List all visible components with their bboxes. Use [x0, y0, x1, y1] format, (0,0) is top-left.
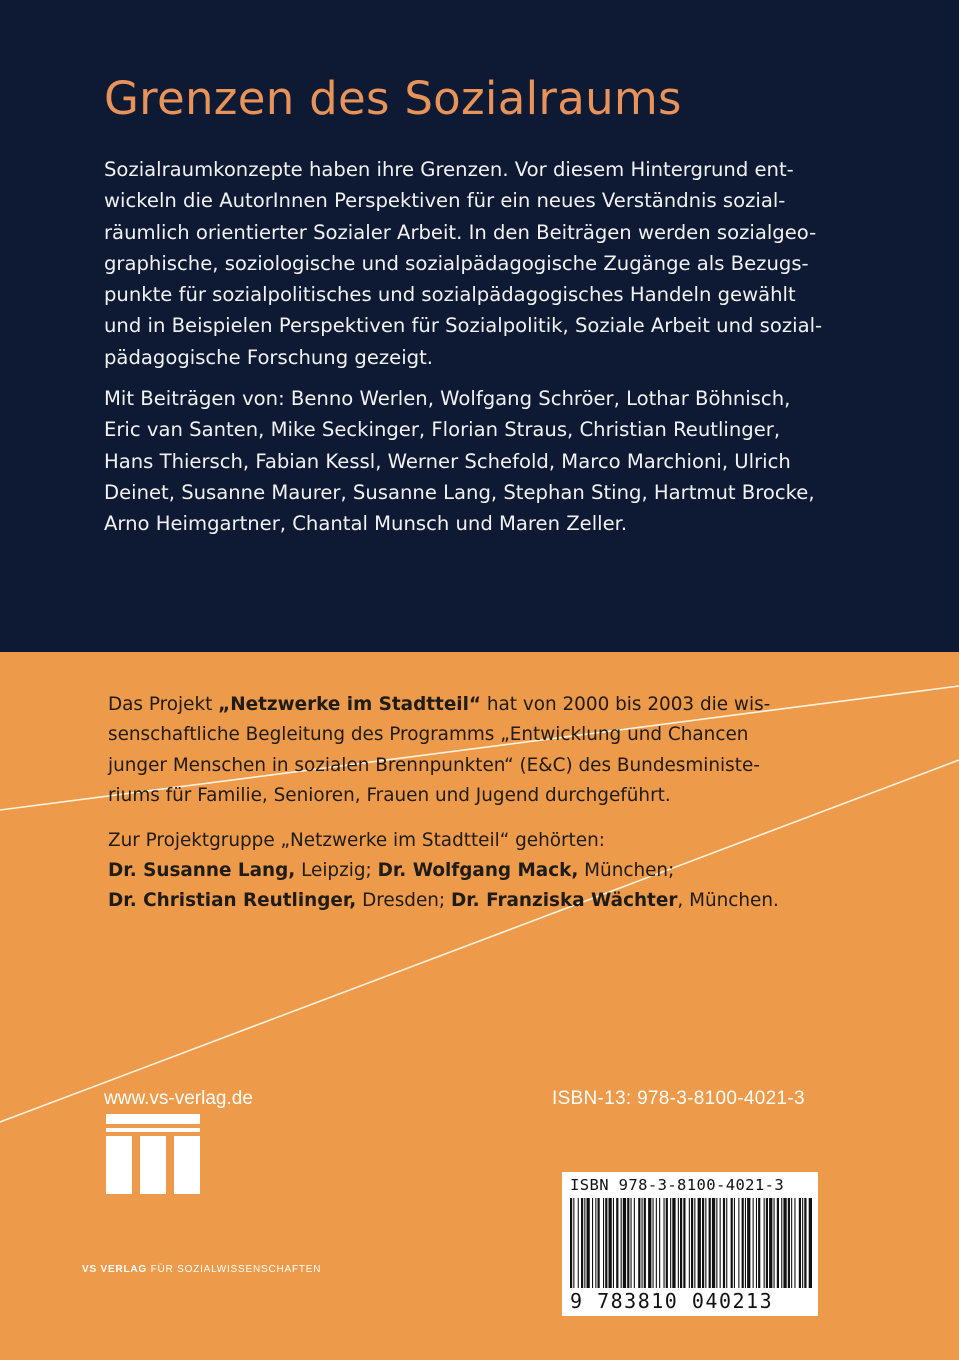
book-title: Grenzen des Sozialraums — [104, 72, 682, 125]
barcode-bar — [664, 1198, 665, 1288]
project-members — [108, 826, 928, 917]
vs-verlag-logo-icon — [106, 1114, 200, 1194]
description-line: pädagogische Forschung gezeigt. — [104, 345, 434, 369]
barcode-bar — [742, 1198, 744, 1288]
project-line: riums für Familie, Senioren, Frauen und Jugend durchgeführt. — [108, 785, 671, 807]
contributors-line: Arno Heimgartner, Chantal Munsch und Maren Zeller. — [104, 512, 628, 536]
project-line — [108, 690, 928, 720]
barcode-bar — [726, 1198, 727, 1288]
barcode-bar — [766, 1198, 768, 1288]
barcode-bar — [605, 1198, 607, 1288]
logo-bar — [140, 1136, 166, 1194]
barcode-bar — [598, 1198, 600, 1288]
project-text: hat von 2000 bis 2003 die wis- — [481, 694, 771, 715]
member-name: Dr. Christian Reutlinger, — [108, 890, 357, 912]
barcode-bar — [791, 1198, 792, 1288]
barcode-bar — [623, 1198, 626, 1288]
barcode-bar — [802, 1198, 803, 1288]
contributors-block — [104, 383, 934, 539]
members-line — [108, 886, 928, 916]
barcode-bar — [804, 1198, 806, 1288]
barcode-bar — [783, 1198, 786, 1288]
barcode-bar — [634, 1198, 635, 1288]
barcode-isbn-text: ISBN 978-3-8100-4021-3 — [570, 1176, 785, 1194]
project-line: senschaftliche Begleitung des Programms „Entwicklung und Chancen — [108, 724, 749, 746]
barcode-bar — [734, 1198, 735, 1288]
member-name: Dr. Susanne Lang, — [108, 860, 296, 882]
barcode-bar — [769, 1198, 772, 1288]
barcode-bar — [613, 1198, 614, 1288]
barcode-bar — [799, 1198, 801, 1288]
barcode-bar — [698, 1198, 701, 1288]
barcode-bar — [788, 1198, 790, 1288]
logo-bar — [106, 1128, 200, 1132]
description-line: punkte für sozialpolitisches und sozialpädagogisches Handeln gewählt — [104, 283, 796, 307]
member-city: , München. — [677, 890, 779, 912]
barcode-bar — [656, 1198, 657, 1288]
barcode-bar — [689, 1198, 690, 1288]
barcode-bar — [672, 1198, 675, 1288]
barcode-bar — [570, 1198, 572, 1288]
project-name: „Netzwerke im Stadtteil“ — [218, 694, 481, 715]
publisher-name — [82, 1264, 321, 1275]
member-name: Dr. Franziska Wächter — [450, 890, 678, 912]
barcode-bar — [603, 1198, 604, 1288]
barcode-bar — [712, 1198, 715, 1288]
barcode-bar — [781, 1198, 782, 1288]
barcode-bar — [659, 1198, 660, 1288]
barcode-bar — [794, 1198, 795, 1288]
barcode-bar — [670, 1198, 671, 1288]
contributors-line: Hans Thiersch, Fabian Kessl, Werner Schefold, Marco Marchioni, Ulrich — [104, 449, 791, 473]
barcode-bar — [642, 1198, 643, 1288]
barcode-bar — [644, 1198, 646, 1288]
member-city: Dresden; — [356, 890, 451, 912]
barcode-bar — [587, 1198, 590, 1288]
project-text: Das Projekt — [108, 694, 219, 715]
barcode-bar — [595, 1198, 596, 1288]
barcode-bar — [573, 1198, 574, 1288]
barcode-digits: 9 783810 040213 — [570, 1289, 774, 1313]
contributors-line: Deinet, Susanne Maurer, Susanne Lang, Stephan Sting, Hartmut Brocke, — [104, 480, 815, 504]
logo-bar — [106, 1114, 200, 1124]
barcode-bar — [584, 1198, 585, 1288]
barcode-bar — [764, 1198, 765, 1288]
barcode-bar — [777, 1198, 779, 1288]
barcode-bar — [666, 1198, 668, 1288]
barcode-bar — [581, 1198, 583, 1288]
barcode-bar — [716, 1198, 717, 1288]
book-description — [104, 154, 934, 540]
member-name: Dr. Wolfgang Mack, — [377, 860, 579, 882]
barcode-bar — [648, 1198, 651, 1288]
barcode-bar — [592, 1198, 593, 1288]
group-intro: Zur Projektgruppe „Netzwerke im Stadtteil“ gehörten: — [108, 829, 605, 851]
barcode-bar — [653, 1198, 654, 1288]
isbn-label: ISBN-13: 978-3-8100-4021-3 — [552, 1088, 805, 1109]
description-line: graphische, soziologische und sozialpädagogische Zugänge als Bezugs- — [104, 251, 809, 275]
barcode-bar — [720, 1198, 721, 1288]
member-city: München; — [578, 860, 675, 882]
barcode-bar — [709, 1198, 711, 1288]
barcode-bar — [683, 1198, 685, 1288]
barcode-bar — [738, 1198, 739, 1288]
project-line: junger Menschen in sozialen Brennpunkten“ (E&C) des Bundesministe- — [108, 754, 760, 776]
barcode-bar — [758, 1198, 760, 1288]
barcode-bar — [691, 1198, 693, 1288]
barcode-bar — [638, 1198, 640, 1288]
publisher-name-bold: VS VERLAG — [82, 1264, 147, 1275]
barcode-bar — [731, 1198, 733, 1288]
barcode-bar — [809, 1198, 812, 1288]
barcode-bar — [631, 1198, 632, 1288]
barcode-bar — [578, 1198, 579, 1288]
barcode-bar — [723, 1198, 725, 1288]
barcode — [562, 1172, 818, 1316]
contributors-line: Mit Beiträgen von: Benno Werlen, Wolfgang Schröer, Lothar Böhnisch, — [104, 387, 791, 411]
barcode-bar — [705, 1198, 706, 1288]
barcode-bar — [745, 1198, 746, 1288]
member-city: Leipzig; — [295, 860, 378, 882]
publisher-url[interactable]: www.vs-verlag.de — [104, 1088, 253, 1109]
barcode-bar — [753, 1198, 754, 1288]
description-line: und in Beispielen Perspektiven für Sozialpolitik, Soziale Arbeit und sozial- — [104, 314, 823, 338]
barcode-bar — [680, 1198, 682, 1288]
barcode-bar — [702, 1198, 704, 1288]
barcode-bar — [678, 1198, 679, 1288]
contributors-line: Eric van Santen, Mike Seckinger, Florian Straus, Christian Reutlinger, — [104, 418, 781, 442]
logo-bar — [106, 1136, 132, 1194]
barcode-bar — [694, 1198, 695, 1288]
publisher-name-rest: FÜR SOZIALWISSENSCHAFTEN — [147, 1264, 322, 1275]
barcode-bar — [616, 1198, 618, 1288]
barcode-bar — [627, 1198, 629, 1288]
logo-bar — [174, 1136, 200, 1194]
barcode-bar — [747, 1198, 750, 1288]
barcode-bar — [609, 1198, 612, 1288]
barcode-bar — [756, 1198, 757, 1288]
barcode-bars — [568, 1198, 812, 1288]
description-line: räumlich orientierter Sozialer Arbeit. In den Beiträgen werden sozialgeo- — [104, 220, 817, 244]
barcode-bar — [774, 1198, 775, 1288]
description-line: Sozialraumkonzepte haben ihre Grenzen. Vor diesem Hintergrund ent- — [104, 158, 794, 181]
members-line — [108, 856, 928, 886]
cover-top-panel — [0, 0, 959, 652]
barcode-bar — [621, 1198, 622, 1288]
cover-bottom-panel — [0, 652, 959, 1360]
description-line: wickeln die AutorInnen Perspektiven für ein neues Verständnis sozial- — [104, 189, 786, 213]
project-info — [108, 690, 928, 917]
